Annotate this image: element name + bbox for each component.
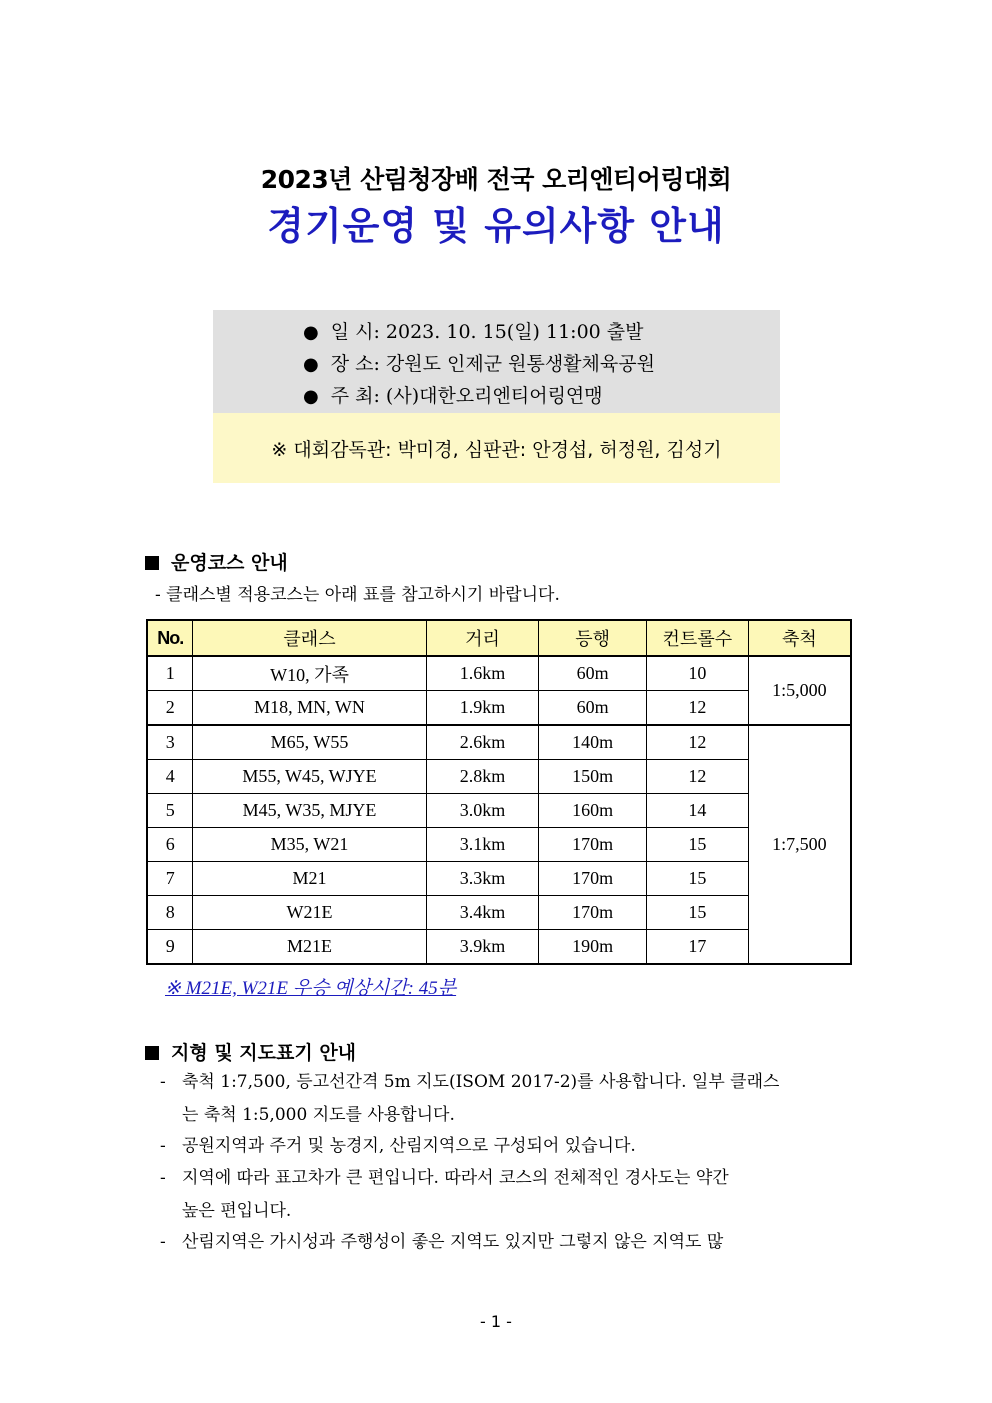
cell-distance: 3.1km bbox=[426, 828, 539, 862]
cell-class: M55, W45, WJYE bbox=[193, 760, 426, 794]
info-value: 2023. 10. 15(일) 11:00 출발 bbox=[385, 321, 644, 343]
header-controls: 컨트롤수 bbox=[647, 620, 749, 656]
cell-class: M65, W55 bbox=[193, 725, 426, 760]
cell-class: M21E bbox=[193, 930, 426, 965]
header-class: 클래스 bbox=[193, 620, 426, 656]
table-row bbox=[147, 725, 851, 760]
cell-climb: 140m bbox=[539, 725, 647, 760]
info-label: 일 시: bbox=[330, 321, 380, 343]
cell-climb: 60m bbox=[539, 691, 647, 726]
bullet-icon: ● bbox=[303, 386, 319, 407]
cell-climb: 160m bbox=[539, 794, 647, 828]
cell-controls: 10 bbox=[647, 656, 749, 691]
item-text: 축척 1:7,500, 등고선간격 5m 지도(ISOM 2017-2)를 사용합니다. 일부 클래스 bbox=[182, 1072, 780, 1092]
terrain-item bbox=[160, 1162, 852, 1228]
info-value: (사)대한오리엔티어링연맹 bbox=[385, 385, 603, 407]
section-heading-text: 운영코스 안내 bbox=[171, 552, 288, 574]
event-info-box bbox=[213, 310, 780, 413]
officials-note: ※ 대회감독관: 박미경, 심판관: 안경섭, 허정원, 김성기 bbox=[271, 439, 722, 461]
section-heading-terrain bbox=[145, 1038, 356, 1065]
cell-class: M45, W35, MJYE bbox=[193, 794, 426, 828]
info-venue bbox=[303, 349, 655, 376]
item-text: 지역에 따라 표고차가 큰 편입니다. 따라서 코스의 전체적인 경사도는 약간 bbox=[182, 1168, 729, 1188]
cell-climb: 170m bbox=[539, 828, 647, 862]
cell-controls: 12 bbox=[647, 760, 749, 794]
table-row bbox=[147, 656, 851, 691]
course-intro-text: - 클래스별 적용코스는 아래 표를 참고하시기 바랍니다. bbox=[155, 585, 560, 605]
cell-scale: 1:7,500 bbox=[748, 725, 851, 964]
cell-climb: 170m bbox=[539, 862, 647, 896]
cell-distance: 3.0km bbox=[426, 794, 539, 828]
square-bullet-icon bbox=[145, 1046, 159, 1060]
cell-no: 2 bbox=[147, 691, 193, 726]
info-host bbox=[303, 381, 603, 408]
cell-distance: 2.8km bbox=[426, 760, 539, 794]
page-number: - 1 - bbox=[480, 1312, 512, 1331]
cell-climb: 190m bbox=[539, 930, 647, 965]
cell-climb: 150m bbox=[539, 760, 647, 794]
dash-marker: - bbox=[160, 1232, 166, 1252]
cell-no: 8 bbox=[147, 896, 193, 930]
winning-time-note: ※ M21E, W21E 우승 예상시간: 45분 bbox=[165, 978, 457, 999]
section-heading-text: 지형 및 지도표기 안내 bbox=[171, 1042, 357, 1064]
bullet-icon: ● bbox=[303, 354, 319, 375]
cell-no: 3 bbox=[147, 725, 193, 760]
bullet-icon: ● bbox=[303, 322, 319, 343]
info-label: 주 최: bbox=[330, 385, 380, 407]
cell-distance: 3.9km bbox=[426, 930, 539, 965]
terrain-item bbox=[160, 1066, 852, 1132]
cell-controls: 15 bbox=[647, 896, 749, 930]
cell-no: 4 bbox=[147, 760, 193, 794]
info-value: 강원도 인제군 원통생활체육공원 bbox=[385, 353, 655, 375]
info-label: 장 소: bbox=[330, 353, 380, 375]
dash-marker: - bbox=[160, 1168, 166, 1188]
cell-controls: 12 bbox=[647, 691, 749, 726]
cell-class: W21E bbox=[193, 896, 426, 930]
square-bullet-icon bbox=[145, 556, 159, 570]
document-title: 경기운영 및 유의사항 안내 bbox=[267, 204, 725, 248]
cell-distance: 2.6km bbox=[426, 725, 539, 760]
dash-marker: - bbox=[160, 1136, 166, 1156]
table-row bbox=[147, 794, 851, 828]
cell-climb: 60m bbox=[539, 656, 647, 691]
table-row bbox=[147, 691, 851, 726]
item-text-cont: 는 축척 1:5,000 지도를 사용합니다. bbox=[182, 1105, 455, 1125]
cell-no: 9 bbox=[147, 930, 193, 965]
header-scale: 축척 bbox=[748, 620, 851, 656]
cell-no: 7 bbox=[147, 862, 193, 896]
terrain-item bbox=[160, 1130, 852, 1163]
cell-distance: 1.6km bbox=[426, 656, 539, 691]
table-row bbox=[147, 862, 851, 896]
event-title: 2023년 산림청장배 전국 오리엔티어링대회 bbox=[260, 165, 732, 194]
course-table bbox=[146, 619, 852, 965]
item-text-cont: 높은 편입니다. bbox=[182, 1201, 292, 1221]
table-row bbox=[147, 828, 851, 862]
cell-controls: 12 bbox=[647, 725, 749, 760]
cell-distance: 3.3km bbox=[426, 862, 539, 896]
cell-class: M35, W21 bbox=[193, 828, 426, 862]
officials-note-box bbox=[213, 413, 780, 483]
cell-controls: 17 bbox=[647, 930, 749, 965]
cell-class: M21 bbox=[193, 862, 426, 896]
cell-climb: 170m bbox=[539, 896, 647, 930]
header-distance: 거리 bbox=[426, 620, 539, 656]
section-heading-course bbox=[145, 548, 288, 575]
cell-no: 6 bbox=[147, 828, 193, 862]
cell-controls: 15 bbox=[647, 828, 749, 862]
cell-distance: 3.4km bbox=[426, 896, 539, 930]
info-date bbox=[303, 317, 644, 344]
table-row bbox=[147, 930, 851, 965]
header-climb: 등행 bbox=[539, 620, 647, 656]
cell-class: M18, MN, WN bbox=[193, 691, 426, 726]
table-row bbox=[147, 896, 851, 930]
terrain-item bbox=[160, 1226, 852, 1259]
item-text: 공원지역과 주거 및 농경지, 산림지역으로 구성되어 있습니다. bbox=[182, 1136, 636, 1156]
header-no: No. bbox=[147, 620, 193, 656]
cell-controls: 14 bbox=[647, 794, 749, 828]
cell-controls: 15 bbox=[647, 862, 749, 896]
cell-no: 5 bbox=[147, 794, 193, 828]
cell-scale: 1:5,000 bbox=[748, 656, 851, 725]
cell-distance: 1.9km bbox=[426, 691, 539, 726]
table-header-row bbox=[147, 620, 851, 656]
cell-no: 1 bbox=[147, 656, 193, 691]
table-row bbox=[147, 760, 851, 794]
item-text: 산림지역은 가시성과 주행성이 좋은 지역도 있지만 그렇지 않은 지역도 많 bbox=[182, 1232, 724, 1252]
cell-class: W10, 가족 bbox=[193, 656, 426, 691]
dash-marker: - bbox=[160, 1072, 166, 1092]
